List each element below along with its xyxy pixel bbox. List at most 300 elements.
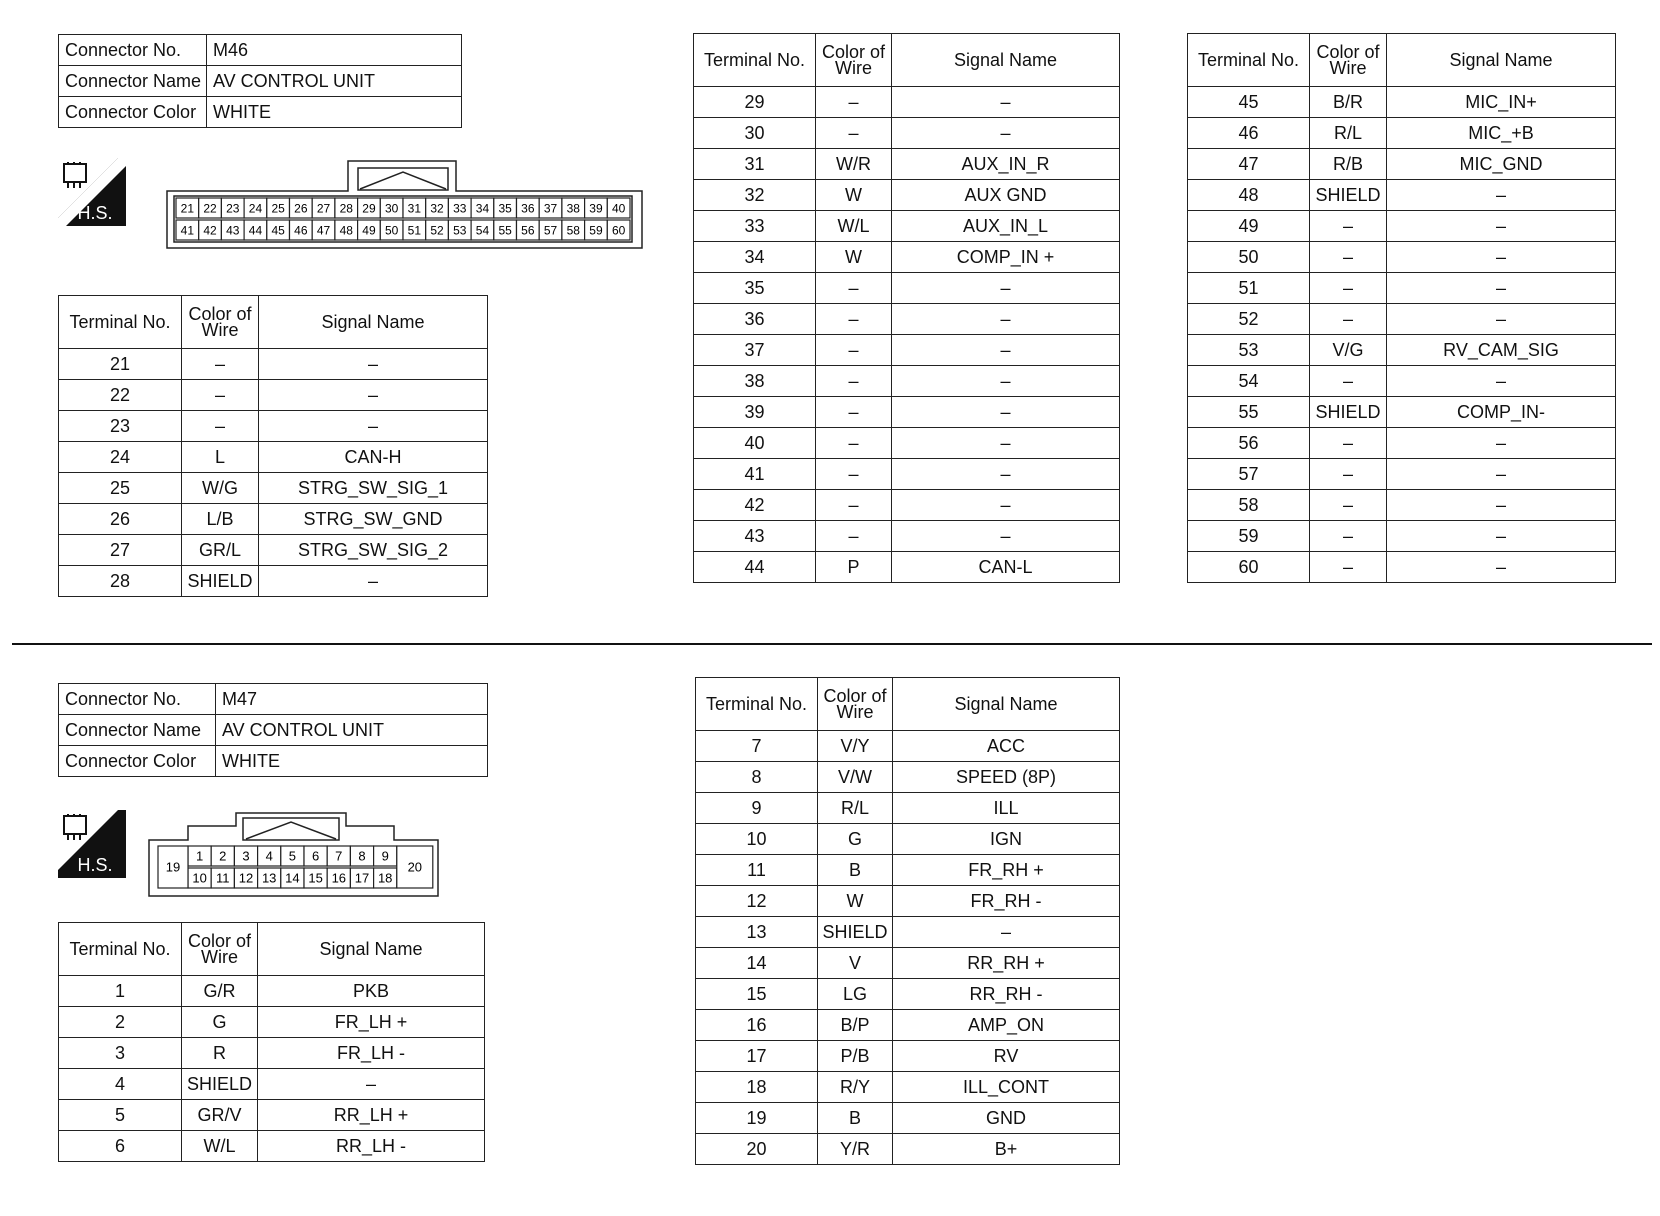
wire-color: Y/R [818,1134,893,1165]
signal-name: – [1387,428,1616,459]
table-row [1188,490,1616,521]
table-row [696,731,1120,762]
pin-number: 37 [543,201,558,216]
terminal-no: 42 [694,490,816,521]
signal-name: PKB [258,976,485,1007]
connector-no: M46 [207,35,462,66]
terminal-no: 36 [694,304,816,335]
signal-name: – [892,118,1120,149]
table-row [1188,397,1616,428]
pin-number: 51 [407,223,422,238]
signal-name: – [892,366,1120,397]
hs-label: H.S. [77,203,113,223]
table-row [1188,273,1616,304]
terminal-no: 19 [696,1103,818,1134]
pin-number: 48 [339,223,353,238]
signal-name: – [892,459,1120,490]
wire-color: – [1310,459,1387,490]
signal-name: – [1387,273,1616,304]
wire-color: SHIELD [182,566,259,597]
pin-number: 12 [238,870,254,886]
signal-header: Signal Name [258,923,485,976]
table-row [694,428,1120,459]
pin-number: 39 [589,201,603,216]
table-row [59,1131,485,1162]
table-row [59,349,488,380]
wire-color: R/L [818,793,893,824]
wire-color: – [816,273,892,304]
terminal-no: 35 [694,273,816,304]
wire-color: W [818,886,893,917]
pin-number: 34 [475,201,490,216]
color-header [818,678,893,731]
pin-number: 23 [226,201,240,216]
wire-color: B [818,1103,893,1134]
terminal-no: 1 [59,976,182,1007]
terminal-no: 56 [1188,428,1310,459]
wire-color: – [816,521,892,552]
terminal-no: 60 [1188,552,1310,583]
table-row [696,1072,1120,1103]
pin-number: 31 [407,201,422,216]
terminal-no: 7 [696,731,818,762]
terminal-no: 43 [694,521,816,552]
pin-number: 30 [384,201,399,216]
m46-terminal-table-1 [58,295,488,597]
m47-info-table [58,683,488,777]
signal-name: – [1387,180,1616,211]
pin-number: 32 [430,201,444,216]
signal-name: MIC_GND [1387,149,1616,180]
table-row [59,504,488,535]
pin-number: 40 [611,201,626,216]
signal-name: FR_RH + [893,855,1120,886]
terminal-no: 30 [694,118,816,149]
terminal-no: 5 [59,1100,182,1131]
wire-color: – [182,349,259,380]
signal-name: RR_LH - [258,1131,485,1162]
signal-name: – [892,335,1120,366]
color-header-l1: Color of [821,42,886,62]
terminal-no: 29 [694,87,816,118]
wire-color: R [182,1038,258,1069]
table-row [694,490,1120,521]
signal-name: – [1387,459,1616,490]
wire-color: P [816,552,892,583]
pin-number: 7 [335,848,343,864]
pin-number: 47 [316,223,331,238]
pin-number: 8 [358,848,366,864]
wire-color: – [182,411,259,442]
signal-name: AUX_IN_R [892,149,1120,180]
color-header-l1: Color of [1316,42,1380,62]
pin-number: 22 [203,201,217,216]
table-row [59,535,488,566]
m46-connector-face [166,160,644,250]
wire-color: W [816,180,892,211]
wire-color: – [816,87,892,118]
wire-color: G [182,1007,258,1038]
pin-number: 14 [285,870,300,886]
color-header-l1: Color of [823,686,887,706]
pin-number: 4 [265,848,273,864]
table-row [59,1069,485,1100]
terminal-no: 48 [1188,180,1310,211]
signal-name: – [1387,211,1616,242]
pin-number: 38 [566,201,580,216]
pin-number: 5 [288,848,297,864]
signal-name: AUX_IN_L [892,211,1120,242]
pin-number: 44 [248,223,263,238]
table-row [696,1134,1120,1165]
pin-number: 53 [453,223,467,238]
pin-number: 35 [498,201,512,216]
wire-color: R/L [1310,118,1387,149]
wire-color: – [1310,242,1387,273]
pin-number: 36 [521,201,535,216]
signal-name: RR_LH + [258,1100,485,1131]
pin-number: 43 [226,223,240,238]
terminal-no: 12 [696,886,818,917]
pin-number: 11 [216,870,230,886]
wire-color: L/B [182,504,259,535]
terminal-no: 39 [694,397,816,428]
signal-name: GND [893,1103,1120,1134]
wire-color: – [816,459,892,490]
pin-number: 3 [242,848,250,864]
wire-color: – [816,428,892,459]
wire-color: – [182,380,259,411]
connector-name: AV CONTROL UNIT [207,66,462,97]
signal-name: MIC_+B [1387,118,1616,149]
signal-name: – [1387,304,1616,335]
color-header [1310,34,1387,87]
pin-number: 55 [498,223,512,238]
terminal-no: 41 [694,459,816,490]
wire-color: V [818,948,893,979]
wire-color: – [1310,552,1387,583]
wire-color: – [1310,490,1387,521]
signal-name: RR_RH + [893,948,1120,979]
signal-name: IGN [893,824,1120,855]
table-row [694,149,1120,180]
terminal-no: 58 [1188,490,1310,521]
color-header [182,296,259,349]
table-row [1188,335,1616,366]
table-row [694,118,1120,149]
signal-name: – [1387,490,1616,521]
wire-color: W/R [816,149,892,180]
terminal-no: 40 [694,428,816,459]
table-row [696,886,1120,917]
table-row [694,180,1120,211]
pin-number: 60 [611,223,626,238]
m47-terminal-table-2 [695,677,1120,1165]
table-row [59,411,488,442]
pin-number: 54 [475,223,490,238]
table-row [1188,366,1616,397]
terminal-no: 20 [696,1134,818,1165]
table-row [59,442,488,473]
wire-color: V/Y [818,731,893,762]
signal-name: SPEED (8P) [893,762,1120,793]
wire-color: – [816,118,892,149]
signal-name: – [893,917,1120,948]
terminal-no: 22 [59,380,182,411]
terminal-no: 47 [1188,149,1310,180]
terminal-no: 52 [1188,304,1310,335]
connector-name: AV CONTROL UNIT [216,715,488,746]
pin-number: 1 [195,848,204,864]
color-header-l2: Wire [201,320,239,340]
signal-name: AMP_ON [893,1010,1120,1041]
table-row [696,855,1120,886]
signal-name: COMP_IN- [1387,397,1616,428]
m46-info-table [58,34,462,128]
terminal-header: Terminal No. [59,923,182,976]
signal-name: – [258,1069,485,1100]
terminal-no: 13 [696,917,818,948]
hs-label: H.S. [77,855,113,875]
terminal-no: 8 [696,762,818,793]
signal-name: – [1387,242,1616,273]
wire-color: R/Y [818,1072,893,1103]
terminal-no: 34 [694,242,816,273]
table-row [1188,87,1616,118]
signal-name: RV [893,1041,1120,1072]
pin-number: 9 [381,848,389,864]
signal-name: STRG_SW_SIG_1 [259,473,488,504]
terminal-no: 11 [696,855,818,886]
signal-name: – [892,428,1120,459]
terminal-no: 32 [694,180,816,211]
signal-name: ACC [893,731,1120,762]
signal-name: – [259,380,488,411]
terminal-no: 21 [59,349,182,380]
table-row [59,1038,485,1069]
table-row [694,304,1120,335]
table-row [1188,118,1616,149]
connector-color: WHITE [207,97,462,128]
table-row [696,1103,1120,1134]
terminal-no: 49 [1188,211,1310,242]
wire-color: R/B [1310,149,1387,180]
table-row [694,242,1120,273]
pin-number: 45 [271,223,285,238]
table-row [59,1007,485,1038]
signal-header: Signal Name [893,678,1120,731]
wire-color: LG [818,979,893,1010]
harness-side-icon [58,158,126,226]
signal-name: – [892,304,1120,335]
wire-color: G/R [182,976,258,1007]
pin-number: 27 [316,201,331,216]
color-header-l2: Wire [201,947,238,967]
wire-color: SHIELD [818,917,893,948]
wire-color: V/G [1310,335,1387,366]
signal-name: – [892,87,1120,118]
terminal-header: Terminal No. [694,34,816,87]
wire-color: GR/L [182,535,259,566]
wire-color: – [816,304,892,335]
signal-name: – [892,397,1120,428]
signal-name: CAN-H [259,442,488,473]
wire-color: SHIELD [182,1069,258,1100]
wire-color: – [1310,304,1387,335]
pin-number: 50 [384,223,399,238]
table-row [59,976,485,1007]
pin-number: 58 [566,223,580,238]
signal-name: ILL_CONT [893,1072,1120,1103]
terminal-no: 4 [59,1069,182,1100]
color-header-l2: Wire [1329,58,1367,78]
terminal-no: 10 [696,824,818,855]
table-row [59,566,488,597]
info-label: Connector No. [59,684,216,715]
table-row [696,917,1120,948]
terminal-no: 27 [59,535,182,566]
pin-number: 24 [248,201,263,216]
terminal-no: 50 [1188,242,1310,273]
signal-header: Signal Name [892,34,1120,87]
harness-side-icon [58,810,126,878]
table-row [694,335,1120,366]
table-row [59,1100,485,1131]
signal-name: – [892,490,1120,521]
info-label: Connector Color [59,97,207,128]
pin-number: 16 [331,870,347,886]
table-row [696,793,1120,824]
wire-color: W/G [182,473,259,504]
pin-number: 42 [203,223,217,238]
terminal-no: 45 [1188,87,1310,118]
pin-number: 18 [377,870,393,886]
terminal-no: 16 [696,1010,818,1041]
signal-name: RR_RH - [893,979,1120,1010]
terminal-header: Terminal No. [59,296,182,349]
terminal-no: 28 [59,566,182,597]
terminal-no: 38 [694,366,816,397]
pin-number: 15 [308,870,323,886]
signal-name: – [892,521,1120,552]
table-row [1188,459,1616,490]
pin-number: 10 [192,870,207,886]
signal-name: CAN-L [892,552,1120,583]
signal-name: STRG_SW_SIG_2 [259,535,488,566]
terminal-no: 23 [59,411,182,442]
terminal-no: 24 [59,442,182,473]
wire-color: SHIELD [1310,397,1387,428]
wire-color: B/P [818,1010,893,1041]
terminal-no: 26 [59,504,182,535]
info-label: Connector Color [59,746,216,777]
pin-number: 29 [362,201,376,216]
color-header-l2: Wire [835,58,872,78]
wire-color: – [816,335,892,366]
wire-color: – [816,366,892,397]
wire-color: – [816,397,892,428]
terminal-no: 17 [696,1041,818,1072]
m47-terminal-table-1 [58,922,485,1162]
wire-color: B [818,855,893,886]
pin-number: 13 [261,870,277,886]
wire-color: – [1310,273,1387,304]
terminal-no: 3 [59,1038,182,1069]
terminal-no: 6 [59,1131,182,1162]
table-row [1188,211,1616,242]
table-row [694,273,1120,304]
color-header-l1: Color of [188,304,252,324]
terminal-no: 2 [59,1007,182,1038]
terminal-no: 46 [1188,118,1310,149]
wire-color: W/L [816,211,892,242]
color-header [816,34,892,87]
terminal-no: 25 [59,473,182,504]
terminal-no: 51 [1188,273,1310,304]
color-header-l2: Wire [836,702,874,722]
terminal-no: 33 [694,211,816,242]
signal-name: FR_RH - [893,886,1120,917]
terminal-no: 55 [1188,397,1310,428]
table-row [696,948,1120,979]
wire-color: W/L [182,1131,258,1162]
signal-name: B+ [893,1134,1120,1165]
wire-color: G [818,824,893,855]
wire-color: L [182,442,259,473]
pin-number: 19 [165,859,181,875]
pin-number: 49 [362,223,376,238]
signal-name: – [892,273,1120,304]
terminal-no: 54 [1188,366,1310,397]
signal-name: FR_LH + [258,1007,485,1038]
signal-name: – [259,566,488,597]
m46-terminal-table-2 [693,33,1120,583]
wire-color: – [1310,428,1387,459]
pin-number: 2 [219,848,227,864]
section-divider [12,643,1652,645]
table-row [694,552,1120,583]
table-row [59,473,488,504]
signal-name: – [1387,521,1616,552]
wire-color: W [816,242,892,273]
table-row [1188,552,1616,583]
terminal-header: Terminal No. [696,678,818,731]
wire-color: – [816,490,892,521]
pin-number: 25 [271,201,285,216]
pin-number: 20 [407,859,423,875]
terminal-no: 44 [694,552,816,583]
info-label: Connector Name [59,715,216,746]
wire-color: B/R [1310,87,1387,118]
terminal-header: Terminal No. [1188,34,1310,87]
signal-name: ILL [893,793,1120,824]
m47-connector-face [148,812,440,898]
signal-header: Signal Name [1387,34,1616,87]
signal-name: RV_CAM_SIG [1387,335,1616,366]
signal-name: – [259,411,488,442]
pin-number: 26 [294,201,308,216]
pin-number: 17 [354,870,370,886]
signal-name: – [1387,552,1616,583]
signal-name: STRG_SW_GND [259,504,488,535]
pin-number: 52 [430,223,444,238]
table-row [59,380,488,411]
wire-color: – [1310,211,1387,242]
wire-color: GR/V [182,1100,258,1131]
pin-number: 33 [453,201,467,216]
pin-number: 46 [294,223,308,238]
wire-color: P/B [818,1041,893,1072]
